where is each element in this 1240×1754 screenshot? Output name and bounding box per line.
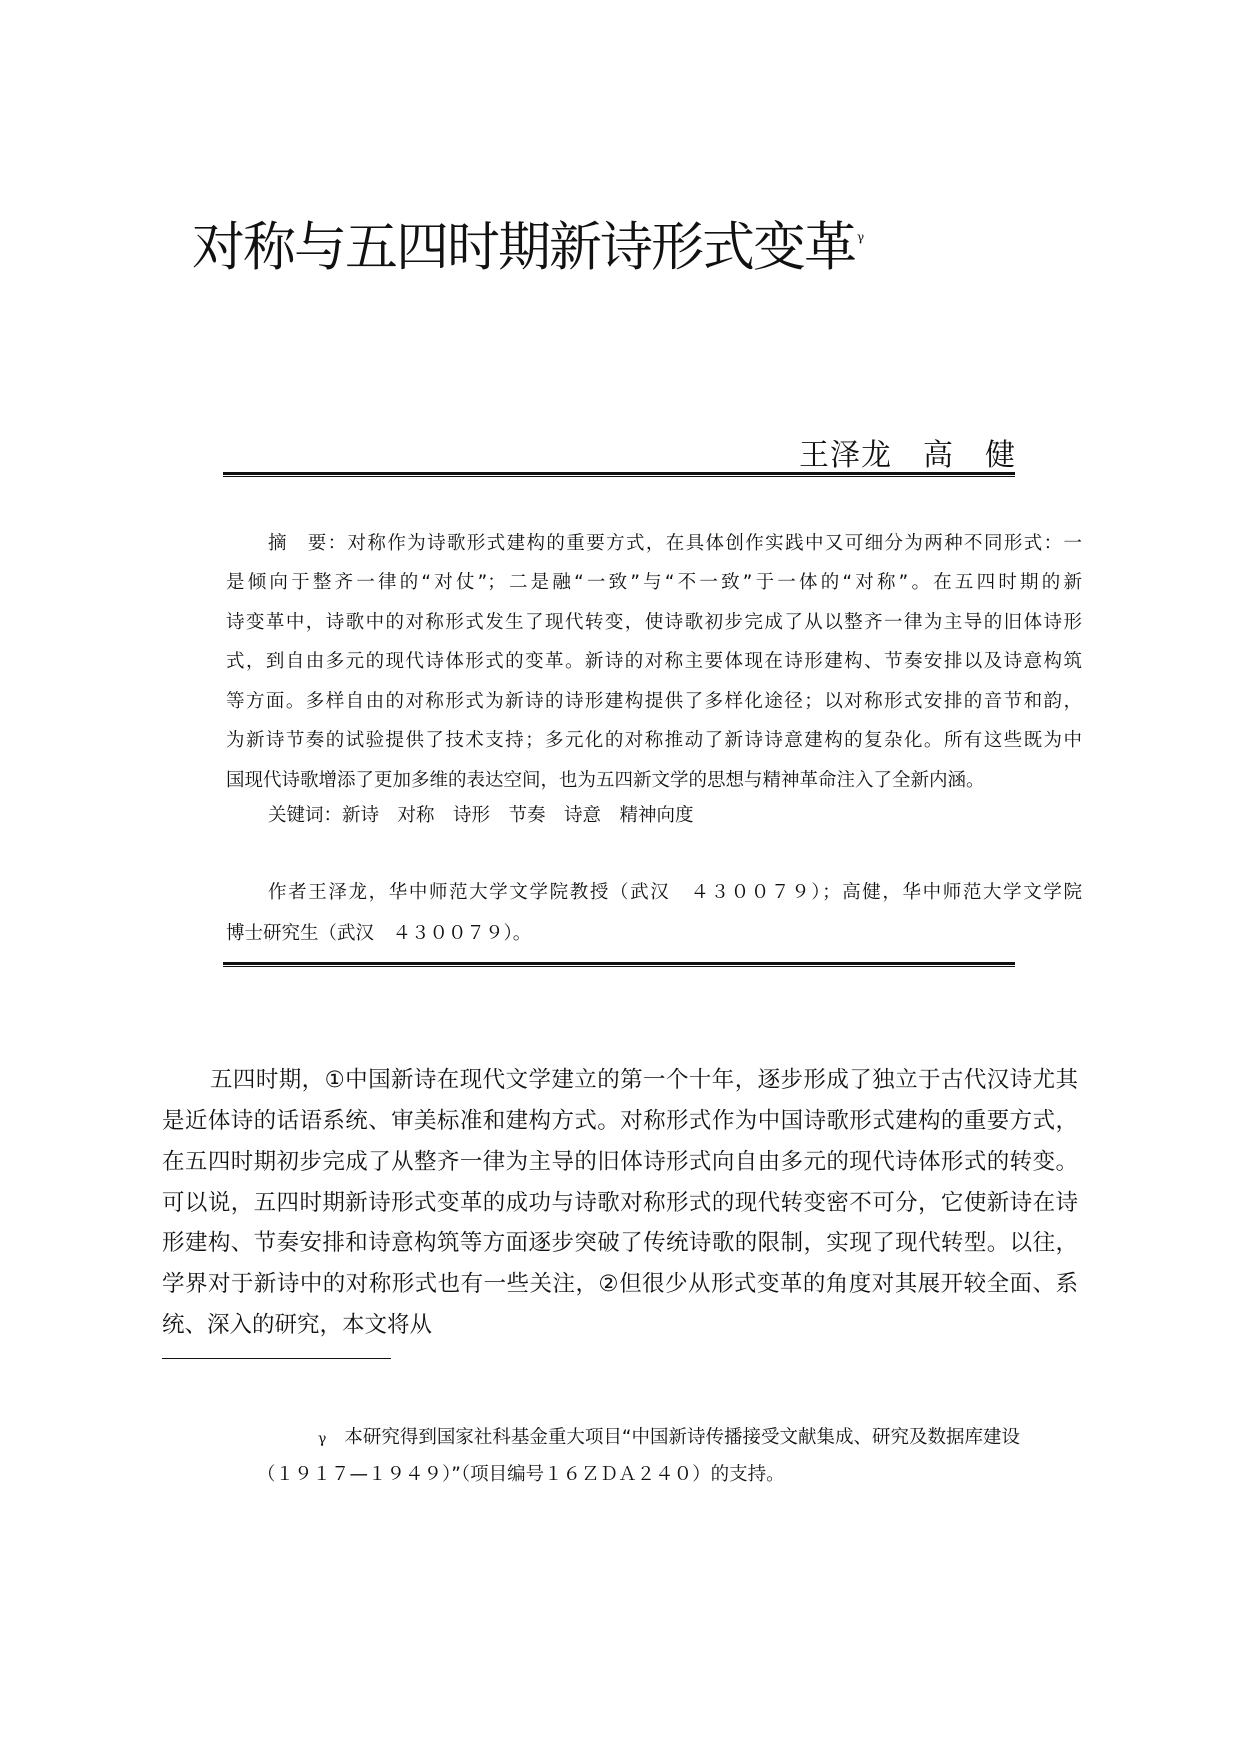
- body-line: 形建构、节奏安排和诗意构筑等方面逐步突破了传统诗歌的限制，实现了现代转型。以往，: [162, 1230, 1078, 1256]
- author-info-line: 博士研究生（武汉 ４３００７９）。: [226, 923, 532, 944]
- double-rule-bottom: [223, 962, 1015, 967]
- title-footnote-mark[interactable]: γ: [857, 230, 865, 244]
- author-info-line: 作者王泽龙，华中师范大学文学院教授（武汉 ４３００７９）；高健，华中师范大学文学院: [268, 882, 1082, 903]
- body-line: 是近体诗的话语系统、审美标准和建构方式。对称形式作为中国诗歌形式建构的重要方式，: [162, 1108, 1078, 1134]
- double-rule-top: [223, 472, 1015, 477]
- body-line: 可以说，五四时期新诗形式变革的成功与诗歌对称形式的现代转变密不可分，它使新诗在诗: [162, 1190, 1078, 1216]
- abstract-line: 等方面。多样自由的对称形式为新诗的诗形建构提供了多样化途径；以对称形式安排的音节和韵，: [226, 691, 1082, 712]
- abstract-line: 是倾向于整齐一律的“对仗”；二是融“一致”与“不一致”于一体的“对称”。在五四时期的新: [226, 572, 1082, 593]
- abstract-line: 诗变革中，诗歌中的对称形式发生了现代转变，使诗歌初步完成了从以整齐一律为主导的旧体诗形: [226, 612, 1082, 633]
- keywords: 关键词：新诗 对称 诗形 节奏 诗意 精神向度: [268, 805, 694, 826]
- footnote-line: [318, 1427, 1020, 1450]
- body-line: 在五四时期初步完成了从整齐一律为主导的旧体诗形式向自由多元的现代诗体形式的转变。: [162, 1149, 1078, 1175]
- authors: 王泽龙 高 健: [799, 438, 1016, 473]
- footnote-separator: [162, 1358, 391, 1359]
- body-line: 五四时期，①中国新诗在现代文学建立的第一个十年，逐步形成了独立于古代汉诗尤其: [210, 1067, 1078, 1093]
- abstract-line: 为新诗节奏的试验提供了技术支持；多元化的对称推动了新诗诗意建构的复杂化。所有这些既为中: [226, 730, 1082, 751]
- abstract-line: 式，到自由多元的现代诗体形式的变革。新诗的对称主要体现在诗形建构、节奏安排以及诗意构筑: [226, 651, 1082, 672]
- footnote-mark: γ: [318, 1431, 327, 1447]
- footnote-line: （１９１７—１９４９）”（项目编号１６ＺＤＡ２４０）的支持。: [257, 1464, 785, 1485]
- abstract-line: 国现代诗歌增添了更加多维的表达空间，也为五四新文学的思想与精神革命注入了全新内涵。: [226, 770, 985, 791]
- footnote-text: 本研究得到国家社科基金重大项目“中国新诗传播接受文献集成、研究及数据库建设: [344, 1427, 1020, 1448]
- article-title: [192, 205, 864, 281]
- body-line: 学界对于新诗中的对称形式也有一些关注，②但很少从形式变革的角度对其展开较全面、系: [162, 1271, 1078, 1297]
- abstract-line: 摘 要：对称作为诗歌形式建构的重要方式，在具体创作实践中又可细分为两种不同形式：一: [268, 533, 1082, 554]
- title-text: 对称与五四时期新诗形式变革: [192, 217, 855, 278]
- body-line: 统、深入的研究，本文将从: [162, 1312, 433, 1338]
